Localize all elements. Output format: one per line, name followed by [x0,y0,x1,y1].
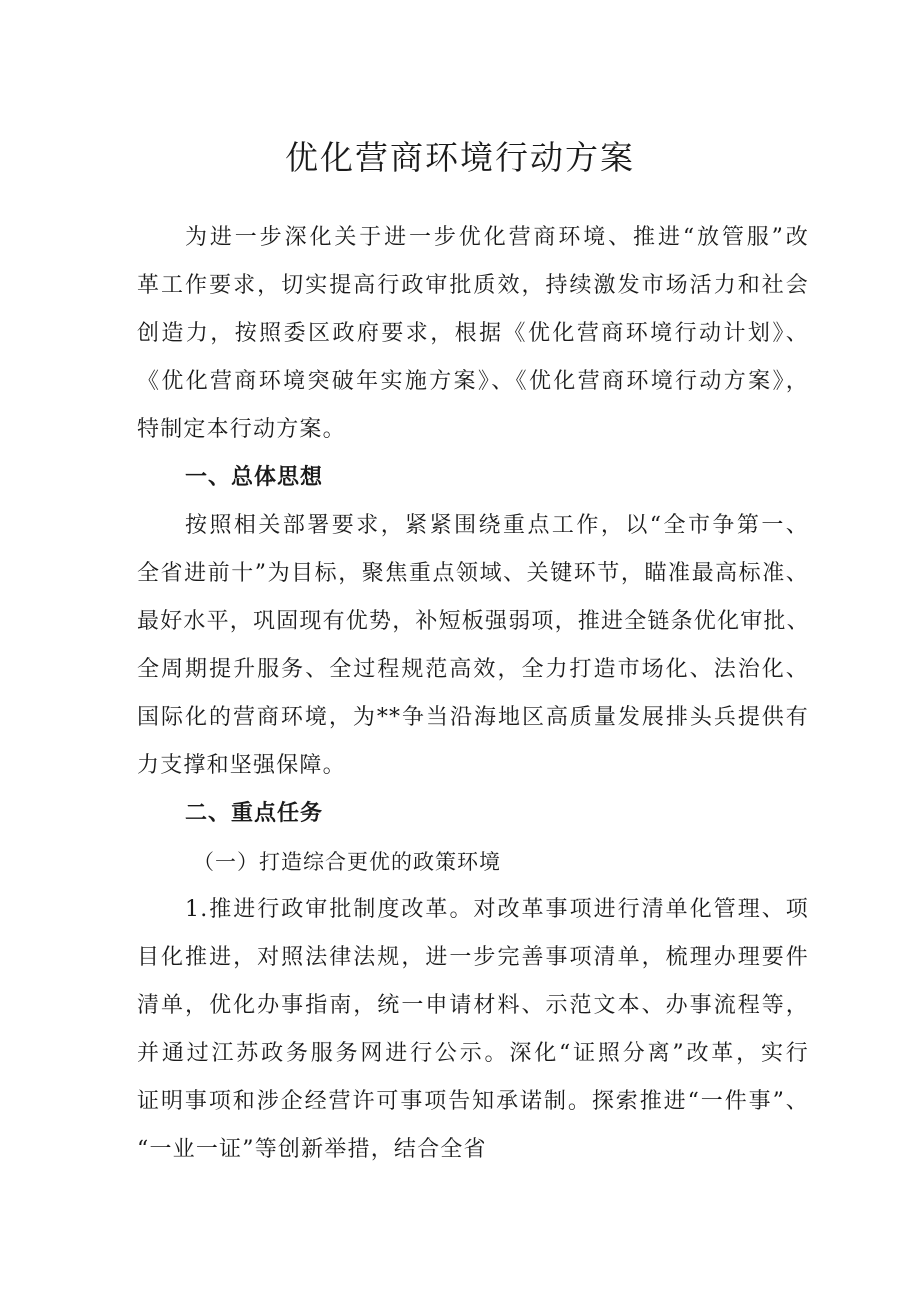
paragraph-line: 力支撑和坚强保障。 [137,753,346,778]
paragraph-line: 证明事项和涉企经营许可事项告知承诺制。探索推进“一件事”、 [137,1089,809,1114]
paragraph-line: 全周期提升服务、全过程规范高效，全力打造市场化、法治化、 [137,657,809,682]
section-heading: 二、重点任务 [185,801,324,826]
paragraph-line: 1.推进行政审批制度改革。对改革事项进行清单化管理、项 [185,897,809,922]
document-body [137,214,809,1174]
paragraph-line: 国际化的营商环境，为**争当沿海地区高质量发展排头兵提供有 [137,705,809,730]
subsection-heading: （一）打造综合更优的政策环境 [193,850,501,874]
paragraph-line: 革工作要求，切实提高行政审批质效，持续激发市场活力和社会 [137,273,809,298]
paragraph-line: “一业一证”等创新举措，结合全省 [137,1137,487,1162]
paragraph-line: 按照相关部署要求，紧紧围绕重点工作，以“全市争第一、 [185,513,809,538]
paragraph-line: 《优化营商环境突破年实施方案》、《优化营商环境行动方案》， [137,369,809,394]
paragraph-line: 创造力，按照委区政府要求，根据《优化营商环境行动计划》、 [137,321,809,346]
paragraph-line: 清单，优化办事指南，统一申请材料、示范文本、办事流程等， [137,993,809,1018]
paragraph-line: 全省进前十”为目标，聚焦重点领域、关键环节，瞄准最高标准、 [137,561,809,586]
paragraph-line: 目化推进，对照法律法规，进一步完善事项清单，梳理办理要件 [137,945,809,970]
paragraph-line: 最好水平，巩固现有优势，补短板强弱项，推进全链条优化审批、 [137,609,810,634]
paragraph-line: 为进一步深化关于进一步优化营商环境、推进“放管服”改 [185,225,809,250]
section-heading: 一、总体思想 [185,465,324,490]
paragraph-line: 特制定本行动方案。 [137,417,346,442]
page-title: 优化营商环境行动方案 [285,138,635,177]
paragraph-line: 并通过江苏政务服务网进行公示。深化“证照分离”改革，实行 [137,1041,809,1066]
